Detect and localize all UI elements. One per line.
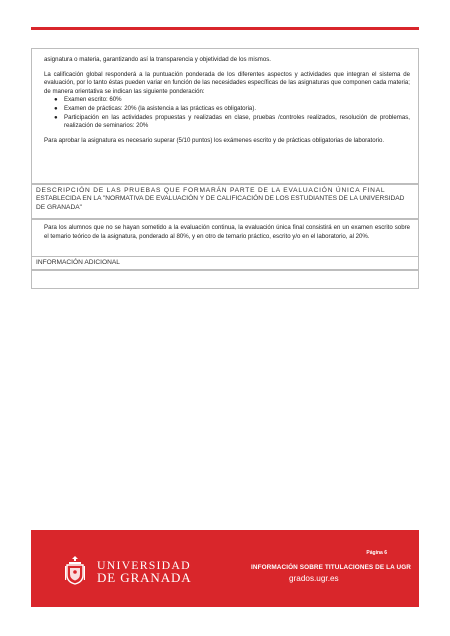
- website-link[interactable]: grados.ugr.es: [289, 574, 339, 583]
- list-item: ● Examen escrito: 60%: [54, 96, 122, 104]
- university-name-line-2: DE GRANADA: [97, 570, 192, 585]
- list-item: ● Examen de prácticas: 20% (la asistencia a las prácticas es obligatoria).: [54, 104, 257, 112]
- bullet-icon: ●: [54, 113, 58, 121]
- bullet-icon: ●: [54, 96, 58, 104]
- page-number: Página 6: [366, 550, 387, 556]
- single-final-evaluation-heading: [31, 184, 419, 219]
- paragraph-global-grade: La calificación global responderá a la puntuación ponderada de los diferentes aspectos y actividades que integran el sistema de evaluación, por lo tanto éstas pueden variar en función de las necesidades específicas de las asignaturas que componen cada materia; de manera orientativa se indican las siguiente ponderación:: [44, 70, 410, 95]
- degree-info-label: INFORMACIÓN SOBRE TITULACIONES DE LA UGR: [251, 564, 411, 571]
- top-red-rule: [31, 27, 419, 30]
- paragraph-single-evaluation: Para los alumnos que no se hayan sometido a la evaluación continua, la evaluación única final consistirá en un examen escrito sobre el temario teórico de la asignatura, ponderado al 80%, y en otro de temario práctico, escrito y/o en el laboratorio, al 20%.: [44, 224, 410, 240]
- paragraph-pass-requirement: Para aprobar la asignatura es necesario superar (5/10 puntos) los exámenes escrito y de prácticas obligatorias de laboratorio.: [44, 136, 385, 144]
- footer-banner: [31, 530, 419, 607]
- single-final-evaluation-section: [31, 219, 419, 257]
- heading-line-2: ESTABLECIDA EN LA "NORMATIVA DE EVALUACIÓN Y DE CALIFICACIÓN DE LOS ESTUDIANTES DE LA UNIVERSIDAD DE GRANADA": [36, 195, 405, 211]
- bullet-icon: ●: [54, 104, 58, 112]
- additional-info-heading: INFORMACIÓN ADICIONAL: [31, 256, 419, 270]
- heading-line-1: DESCRIPCIÓN DE LAS PRUEBAS QUE FORMARÁN PARTE DE LA EVALUACIÓN ÚNICA FINAL: [36, 187, 386, 194]
- university-crest-icon: [64, 555, 86, 585]
- evaluation-criteria-section: [31, 48, 419, 184]
- weighting-list: [44, 96, 410, 130]
- list-item: ● Participación en las actividades propuestas y realizadas en clase, pruebas /controles realizados, resolución de problemas, realización de seminarios: 20%: [54, 113, 410, 130]
- university-name-line-1: UNIVERSIDAD: [97, 558, 191, 572]
- additional-info-section: [31, 270, 419, 289]
- paragraph-transparency: asignatura o materia, garantizando así la transparencia y objetividad de los mismos.: [44, 56, 271, 63]
